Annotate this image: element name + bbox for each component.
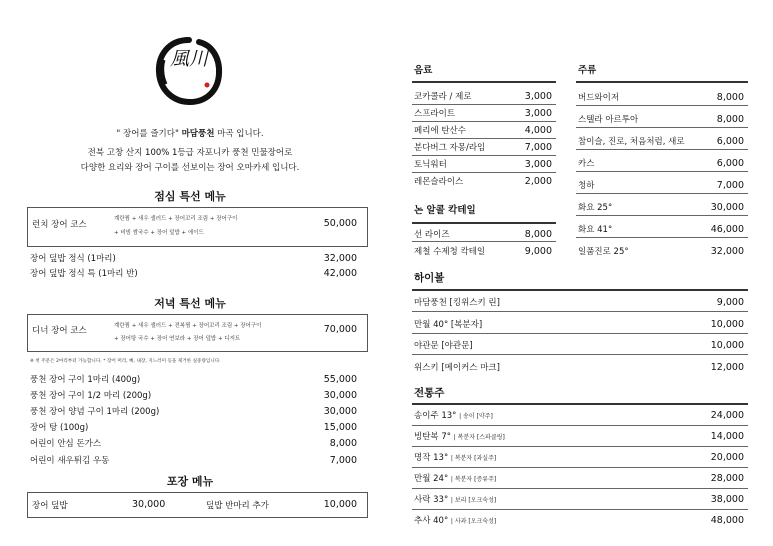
liquor-item xyxy=(578,245,744,257)
menu-item-name: 분다버그 자몽/라임 xyxy=(414,143,486,153)
divider xyxy=(412,81,556,83)
divider xyxy=(412,509,748,510)
liquor-title: 주류 xyxy=(578,65,597,76)
divider xyxy=(576,105,748,106)
menu-item-name: 코카콜라 / 제로 xyxy=(414,92,472,102)
brand-name: 마담풍천 xyxy=(181,129,215,139)
liquor-item xyxy=(578,135,744,147)
menu-item-name: 버드와이저 xyxy=(578,93,620,103)
menu-item-price: 32,000 xyxy=(323,253,357,264)
highball-item xyxy=(414,318,744,330)
drink-item xyxy=(414,90,552,102)
menu-item-price: 28,000 xyxy=(710,473,744,484)
drinks-title: 음료 xyxy=(414,65,433,76)
divider xyxy=(576,149,748,150)
menu-item-detail: | 사과 [오크숙성] xyxy=(450,518,497,525)
intro-line-3: 다양한 요리와 장어 구이를 선보이는 장어 오마카세 입니다. xyxy=(80,163,300,173)
traditional-item xyxy=(414,514,744,526)
menu-item-price: 8,000 xyxy=(524,229,552,240)
menu-item-price: 2,000 xyxy=(524,176,552,187)
divider xyxy=(412,121,556,122)
drink-item xyxy=(414,141,552,153)
menu-item-price: 20,000 xyxy=(710,452,744,463)
menu-item-name: 장어 덮밥 정식 (1마리) xyxy=(30,254,116,264)
menu-item-detail: | 보리 [오크숙성] xyxy=(450,497,497,504)
non-alcohol-title: 논 알콜 칵테일 xyxy=(414,205,476,216)
menu-item-name: 만월 40° [복분자] xyxy=(414,320,483,330)
drink-item xyxy=(414,175,552,187)
traditional-item xyxy=(414,493,744,505)
divider xyxy=(412,446,748,447)
takeout-item-2-name: 덮밥 반마리 추가 xyxy=(206,501,269,511)
lunch-item xyxy=(30,252,357,264)
menu-item-price: 55,000 xyxy=(323,374,357,385)
intro-location: 마곡 입니다. xyxy=(217,129,264,139)
menu-item-price: 3,000 xyxy=(524,91,552,102)
menu-item-price: 10,000 xyxy=(710,340,744,351)
divider xyxy=(412,425,748,426)
divider xyxy=(412,488,748,489)
menu-item-name: 스프라이트 xyxy=(414,109,456,119)
takeout-title: 포장 메뉴 xyxy=(166,475,214,488)
menu-item-detail: | 복분자 [과실주] xyxy=(450,455,497,462)
liquor-item xyxy=(578,201,744,213)
menu-item-price: 6,000 xyxy=(716,136,744,147)
brush-circle-logo xyxy=(154,36,224,106)
lunch-course-desc-1: 계란찜 + 새우 샐러드 + 장어꼬리 조림 + 장어구이 xyxy=(114,216,238,222)
menu-item-name: 어린이 안심 돈가스 xyxy=(30,439,102,449)
menu-item-price: 7,000 xyxy=(329,455,357,466)
takeout-item-2-price: 10,000 xyxy=(323,499,357,510)
menu-item-price: 4,000 xyxy=(524,125,552,136)
menu-item-name: 선 라이즈 xyxy=(414,230,450,240)
menu-item-price: 12,000 xyxy=(710,362,744,373)
menu-item-name: 송이주 13° xyxy=(414,411,457,421)
dinner-title: 저녁 특선 메뉴 xyxy=(154,297,226,310)
traditional-item xyxy=(414,430,744,442)
menu-item-name: 레몬슬라이스 xyxy=(414,177,464,187)
menu-item-name: 빙탄복 7° xyxy=(414,432,451,442)
menu-item-price: 48,000 xyxy=(710,515,744,526)
dinner-course-box xyxy=(27,314,368,352)
menu-item-price: 14,000 xyxy=(710,431,744,442)
menu-item-price: 9,000 xyxy=(716,297,744,308)
divider xyxy=(412,172,556,173)
menu-item-price: 3,000 xyxy=(524,108,552,119)
liquor-item xyxy=(578,91,744,103)
menu-item-price: 15,000 xyxy=(323,422,357,433)
menu-item-name: 사락 33° xyxy=(414,495,449,505)
divider xyxy=(576,127,748,128)
menu-item-name: 카스 xyxy=(578,159,595,169)
menu-item-name: 장어 덮밥 정식 특 (1마리 반) xyxy=(30,269,138,279)
divider xyxy=(576,215,748,216)
divider xyxy=(412,241,556,242)
menu-item-price: 8,000 xyxy=(329,438,357,449)
lunch-title: 점심 특선 메뉴 xyxy=(154,190,226,203)
menu-item-price: 46,000 xyxy=(710,224,744,235)
menu-item-name: 풍천 장어 구이 1마리 (400g) xyxy=(30,375,141,385)
takeout-item-1-price: 30,000 xyxy=(132,499,166,510)
dinner-item xyxy=(30,454,357,466)
divider xyxy=(412,138,556,139)
menu-item-price: 24,000 xyxy=(710,410,744,421)
menu-item-price: 6,000 xyxy=(716,158,744,169)
highball-title: 하이볼 xyxy=(414,272,445,284)
divider xyxy=(412,467,748,468)
traditional-item xyxy=(414,451,744,463)
highball-item xyxy=(414,361,744,373)
dinner-course-price: 70,000 xyxy=(323,324,357,335)
menu-item-name: 청하 xyxy=(578,181,595,191)
highball-item xyxy=(414,339,744,351)
menu-item-name: 장어 탕 (100g) xyxy=(30,423,89,433)
menu-item-name: 어린이 새우튀김 우동 xyxy=(30,456,110,466)
logo-text: 風川 xyxy=(169,48,208,70)
divider xyxy=(412,289,748,291)
divider xyxy=(412,155,556,156)
menu-item-name: 화요 41° xyxy=(578,225,613,235)
dinner-course-desc-1: 계란찜 + 새우 샐러드 + 전복찜 + 장어꼬리 조림 + 장어구이 xyxy=(114,323,262,329)
menu-item-price: 8,000 xyxy=(716,114,744,125)
dinner-item xyxy=(30,437,357,449)
menu-item-name: 페리에 탄산수 xyxy=(414,126,466,136)
menu-item-price: 42,000 xyxy=(323,268,357,279)
menu-item-name: 풍천 장어 구이 1/2 마리 (200g) xyxy=(30,391,152,401)
liquor-item xyxy=(578,157,744,169)
menu-item-detail: | 복분자 [증류주] xyxy=(450,476,497,483)
menu-item-name: 만월 24° xyxy=(414,474,449,484)
lunch-course-price: 50,000 xyxy=(323,218,357,229)
menu-item-name: 화요 25° xyxy=(578,203,613,213)
takeout-box xyxy=(27,492,368,518)
menu-item-price: 7,000 xyxy=(716,180,744,191)
dinner-item xyxy=(30,405,357,417)
divider xyxy=(576,193,748,194)
menu-item-name: 추사 40° xyxy=(414,516,449,526)
lunch-course-name: 런치 장어 코스 xyxy=(32,220,87,230)
intro-quote: " 장어를 즐기다" xyxy=(116,129,179,139)
dinner-item xyxy=(30,373,357,385)
menu-item-name: 토닉워터 xyxy=(414,160,447,170)
menu-item-price: 30,000 xyxy=(710,202,744,213)
divider xyxy=(412,403,748,405)
dinner-note: ※ 첫 주문은 2마리부터 가능합니다. * 장어 머리, 뼈, 내장, 지느러미 등을 제거한 실중량입니다. xyxy=(30,359,221,364)
traditional-item xyxy=(414,409,744,421)
menu-item-name: 일품진로 25° xyxy=(578,247,629,257)
menu-item-price: 38,000 xyxy=(710,494,744,505)
menu-item-price: 10,000 xyxy=(710,319,744,330)
intro-line-1 xyxy=(60,127,320,139)
liquor-item xyxy=(578,179,744,191)
dinner-item xyxy=(30,421,357,433)
menu-item-name: 참이슬, 진로, 처음처럼, 새로 xyxy=(578,137,685,147)
menu-item-price: 32,000 xyxy=(710,246,744,257)
divider xyxy=(576,237,748,238)
menu-item-name: 풍천 장어 양념 구이 1마리 (200g) xyxy=(30,407,160,417)
divider xyxy=(576,171,748,172)
liquor-item xyxy=(578,113,744,125)
menu-item-detail: | 복분자 [스파클링] xyxy=(453,434,505,441)
menu-item-price: 30,000 xyxy=(323,390,357,401)
dinner-course-desc-2: + 장어탕 국수 + 장어 연보라 + 장어 덮밥 + 디저트 xyxy=(114,336,241,342)
menu-item-price: 8,000 xyxy=(716,92,744,103)
drink-item xyxy=(414,158,552,170)
dinner-item xyxy=(30,389,357,401)
divider xyxy=(412,311,748,312)
menu-item-price: 30,000 xyxy=(323,406,357,417)
traditional-title: 전통주 xyxy=(414,387,445,399)
traditional-item xyxy=(414,472,744,484)
menu-item-price: 7,000 xyxy=(524,142,552,153)
logo xyxy=(154,36,224,106)
divider xyxy=(412,104,556,105)
menu-item-name: 스텔라 아르투아 xyxy=(578,115,639,125)
lunch-course-box xyxy=(27,207,368,247)
highball-item xyxy=(414,296,744,308)
dinner-course-name: 디너 장어 코스 xyxy=(32,326,87,336)
menu-item-price: 9,000 xyxy=(524,246,552,257)
menu-item-detail: | 송이 [약주] xyxy=(459,413,493,420)
divider xyxy=(412,333,748,334)
divider xyxy=(412,222,556,224)
menu-item-name: 마담풍천 [킹위스키 린] xyxy=(414,298,500,308)
menu-item-name: 제철 수제청 칵테일 xyxy=(414,247,486,257)
lunch-course-desc-2: + 비빔 쌈국수 + 장어 덮밥 + 에이드 xyxy=(114,230,204,236)
drink-item xyxy=(414,107,552,119)
liquor-item xyxy=(578,223,744,235)
menu-item-name: 위스키 [메이커스 마크] xyxy=(414,363,500,373)
intro-line-2: 전북 고창 산지 100% 1등급 자포니카 풍천 민물장어로 xyxy=(87,148,293,158)
divider xyxy=(576,81,748,83)
menu-item-price: 3,000 xyxy=(524,159,552,170)
cocktail-item xyxy=(414,245,552,257)
takeout-item-1-name: 장어 덮밥 xyxy=(32,501,68,511)
cocktail-item xyxy=(414,228,552,240)
lunch-item xyxy=(30,267,357,279)
menu-item-name: 야관문 [야관문] xyxy=(414,341,473,351)
menu-item-name: 명작 13° xyxy=(414,453,449,463)
drink-item xyxy=(414,124,552,136)
divider xyxy=(412,354,748,355)
